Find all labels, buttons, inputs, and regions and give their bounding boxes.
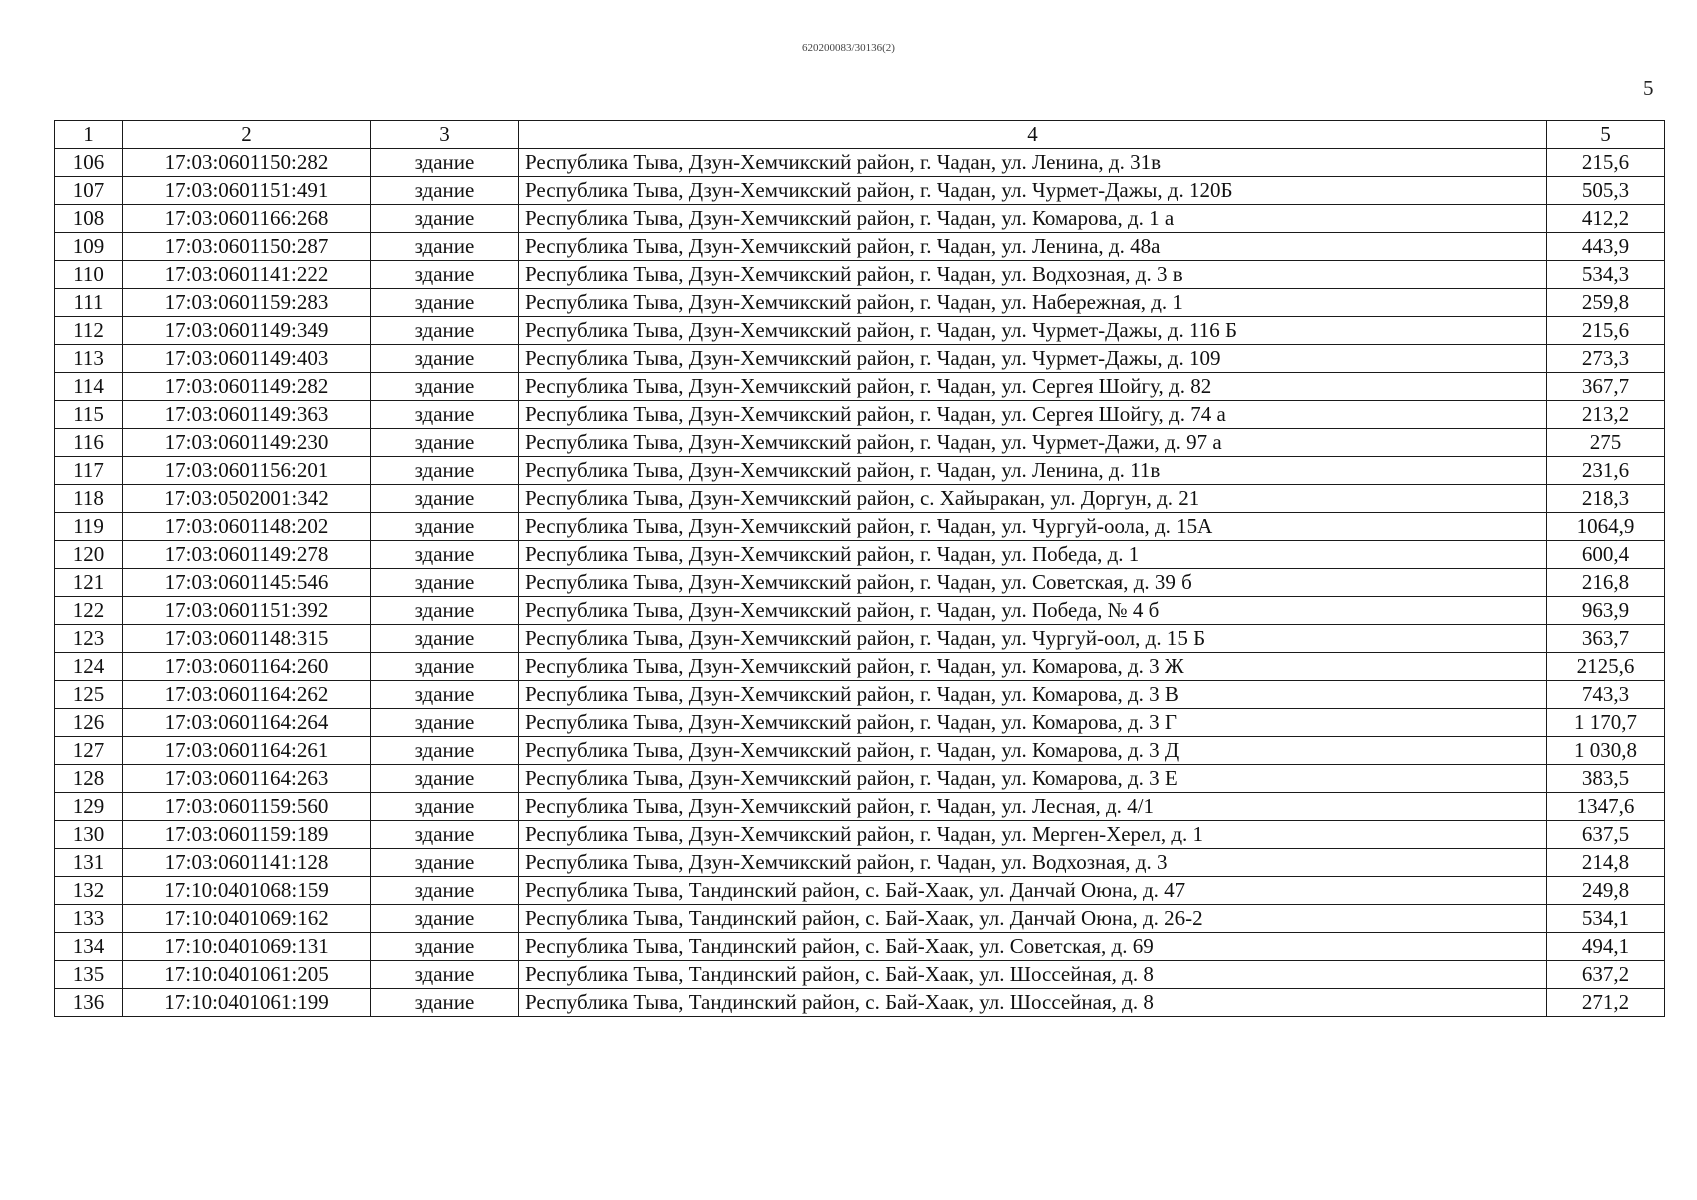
object-type-cell: здание: [371, 205, 519, 233]
table-row: [55, 737, 1665, 765]
address-cell: Республика Тыва, Дзун-Хемчикский район, г. Чадан, ул. Чурмет-Дажы, д. 120Б: [519, 177, 1547, 205]
cadastral-number-cell: 17:03:0601164:264: [123, 709, 371, 737]
address-cell: Республика Тыва, Дзун-Хемчикский район, г. Чадан, ул. Ленина, д. 48а: [519, 233, 1547, 261]
row-number-cell: 134: [55, 933, 123, 961]
area-cell: 216,8: [1547, 569, 1665, 597]
object-type-cell: здание: [371, 765, 519, 793]
object-type-cell: здание: [371, 681, 519, 709]
row-number-cell: 115: [55, 401, 123, 429]
address-cell: Республика Тыва, Дзун-Хемчикский район, г. Чадан, ул. Комарова, д. 3 Е: [519, 765, 1547, 793]
table-row: [55, 373, 1665, 401]
object-type-cell: здание: [371, 793, 519, 821]
address-cell: Республика Тыва, Дзун-Хемчикский район, г. Чадан, ул. Победа, д. 1: [519, 541, 1547, 569]
object-type-cell: здание: [371, 317, 519, 345]
address-cell: Республика Тыва, Дзун-Хемчикский район, г. Чадан, ул. Сергея Шойгу, д. 74 а: [519, 401, 1547, 429]
cadastral-number-cell: 17:03:0601150:282: [123, 149, 371, 177]
area-cell: 2125,6: [1547, 653, 1665, 681]
row-number-cell: 133: [55, 905, 123, 933]
column-number-header-row: [55, 121, 1665, 149]
table-row: [55, 261, 1665, 289]
area-cell: 494,1: [1547, 933, 1665, 961]
address-cell: Республика Тыва, Дзун-Хемчикский район, г. Чадан, ул. Чургуй-оола, д. 15А: [519, 513, 1547, 541]
row-number-cell: 108: [55, 205, 123, 233]
area-cell: 505,3: [1547, 177, 1665, 205]
row-number-cell: 107: [55, 177, 123, 205]
address-cell: Республика Тыва, Дзун-Хемчикский район, г. Чадан, ул. Лесная, д. 4/1: [519, 793, 1547, 821]
row-number-cell: 117: [55, 457, 123, 485]
area-cell: 259,8: [1547, 289, 1665, 317]
address-cell: Республика Тыва, Дзун-Хемчикский район, г. Чадан, ул. Сергея Шойгу, д. 82: [519, 373, 1547, 401]
table-row: [55, 681, 1665, 709]
address-cell: Республика Тыва, Дзун-Хемчикский район, г. Чадан, ул. Водхозная, д. 3: [519, 849, 1547, 877]
object-type-cell: здание: [371, 513, 519, 541]
area-cell: 600,4: [1547, 541, 1665, 569]
area-cell: 412,2: [1547, 205, 1665, 233]
object-type-cell: здание: [371, 625, 519, 653]
area-cell: 1 030,8: [1547, 737, 1665, 765]
table-row: [55, 149, 1665, 177]
row-number-cell: 112: [55, 317, 123, 345]
address-cell: Республика Тыва, Дзун-Хемчикский район, г. Чадан, ул. Мерген-Херел, д. 1: [519, 821, 1547, 849]
area-cell: 1 170,7: [1547, 709, 1665, 737]
cadastral-number-cell: 17:10:0401061:199: [123, 989, 371, 1017]
object-type-cell: здание: [371, 569, 519, 597]
row-number-cell: 128: [55, 765, 123, 793]
cadastral-number-cell: 17:10:0401061:205: [123, 961, 371, 989]
table-row: [55, 457, 1665, 485]
cadastral-number-cell: 17:03:0601149:403: [123, 345, 371, 373]
table-row: [55, 597, 1665, 625]
table-row: [55, 569, 1665, 597]
cadastral-number-cell: 17:03:0601149:363: [123, 401, 371, 429]
table-row: [55, 933, 1665, 961]
object-type-cell: здание: [371, 485, 519, 513]
object-type-cell: здание: [371, 429, 519, 457]
object-type-cell: здание: [371, 541, 519, 569]
cadastral-number-cell: 17:03:0601164:263: [123, 765, 371, 793]
row-number-cell: 122: [55, 597, 123, 625]
row-number-cell: 114: [55, 373, 123, 401]
table-row: [55, 989, 1665, 1017]
area-cell: 273,3: [1547, 345, 1665, 373]
cadastral-number-cell: 17:10:0401068:159: [123, 877, 371, 905]
address-cell: Республика Тыва, Дзун-Хемчикский район, г. Чадан, ул. Ленина, д. 11в: [519, 457, 1547, 485]
area-cell: 271,2: [1547, 989, 1665, 1017]
address-cell: Республика Тыва, Дзун-Хемчикский район, г. Чадан, ул. Набережная, д. 1: [519, 289, 1547, 317]
table-row: [55, 821, 1665, 849]
cadastral-number-cell: 17:03:0601149:230: [123, 429, 371, 457]
table-row: [55, 765, 1665, 793]
table-row: [55, 289, 1665, 317]
area-cell: 534,1: [1547, 905, 1665, 933]
area-cell: 231,6: [1547, 457, 1665, 485]
address-cell: Республика Тыва, Дзун-Хемчикский район, г. Чадан, ул. Чургуй-оол, д. 15 Б: [519, 625, 1547, 653]
table-row: [55, 625, 1665, 653]
address-cell: Республика Тыва, Дзун-Хемчикский район, г. Чадан, ул. Комарова, д. 1 а: [519, 205, 1547, 233]
object-type-cell: здание: [371, 737, 519, 765]
table-row: [55, 877, 1665, 905]
cadastral-number-cell: 17:10:0401069:131: [123, 933, 371, 961]
row-number-cell: 125: [55, 681, 123, 709]
register-table-body: [55, 121, 1665, 1017]
table-row: [55, 541, 1665, 569]
table-row: [55, 709, 1665, 737]
cadastral-number-cell: 17:03:0601151:392: [123, 597, 371, 625]
object-type-cell: здание: [371, 233, 519, 261]
address-cell: Республика Тыва, Дзун-Хемчикский район, г. Чадан, ул. Комарова, д. 3 Ж: [519, 653, 1547, 681]
cadastral-number-cell: 17:03:0502001:342: [123, 485, 371, 513]
area-cell: 275: [1547, 429, 1665, 457]
area-cell: 1347,6: [1547, 793, 1665, 821]
row-number-cell: 113: [55, 345, 123, 373]
object-type-cell: здание: [371, 989, 519, 1017]
area-cell: 534,3: [1547, 261, 1665, 289]
address-cell: Республика Тыва, Тандинский район, с. Бай-Хаак, ул. Данчай Оюна, д. 26-2: [519, 905, 1547, 933]
address-cell: Республика Тыва, Дзун-Хемчикский район, г. Чадан, ул. Победа, № 4 б: [519, 597, 1547, 625]
cadastral-number-cell: 17:03:0601141:128: [123, 849, 371, 877]
cadastral-number-cell: 17:03:0601149:278: [123, 541, 371, 569]
table-row: [55, 793, 1665, 821]
address-cell: Республика Тыва, Дзун-Хемчикский район, г. Чадан, ул. Чурмет-Дажи, д. 97 а: [519, 429, 1547, 457]
area-cell: 383,5: [1547, 765, 1665, 793]
object-type-cell: здание: [371, 261, 519, 289]
object-type-cell: здание: [371, 177, 519, 205]
object-type-cell: здание: [371, 401, 519, 429]
area-cell: 743,3: [1547, 681, 1665, 709]
column-header: 3: [371, 121, 519, 149]
cadastral-number-cell: 17:03:0601164:262: [123, 681, 371, 709]
page-number: 5: [1643, 76, 1654, 100]
cadastral-number-cell: 17:03:0601151:491: [123, 177, 371, 205]
address-cell: Республика Тыва, Тандинский район, с. Бай-Хаак, ул. Шоссейная, д. 8: [519, 961, 1547, 989]
column-header: 5: [1547, 121, 1665, 149]
row-number-cell: 110: [55, 261, 123, 289]
table-row: [55, 485, 1665, 513]
object-type-cell: здание: [371, 289, 519, 317]
row-number-cell: 121: [55, 569, 123, 597]
cadastral-number-cell: 17:03:0601149:349: [123, 317, 371, 345]
object-type-cell: здание: [371, 709, 519, 737]
row-number-cell: 123: [55, 625, 123, 653]
address-cell: Республика Тыва, Тандинский район, с. Бай-Хаак, ул. Советская, д. 69: [519, 933, 1547, 961]
object-type-cell: здание: [371, 373, 519, 401]
row-number-cell: 106: [55, 149, 123, 177]
cadastral-number-cell: 17:03:0601150:287: [123, 233, 371, 261]
row-number-cell: 118: [55, 485, 123, 513]
row-number-cell: 109: [55, 233, 123, 261]
object-type-cell: здание: [371, 849, 519, 877]
area-cell: 367,7: [1547, 373, 1665, 401]
object-type-cell: здание: [371, 345, 519, 373]
cadastral-number-cell: 17:03:0601159:560: [123, 793, 371, 821]
cadastral-number-cell: 17:03:0601159:189: [123, 821, 371, 849]
table-row: [55, 849, 1665, 877]
object-type-cell: здание: [371, 597, 519, 625]
table-row: [55, 205, 1665, 233]
row-number-cell: 135: [55, 961, 123, 989]
area-cell: 637,5: [1547, 821, 1665, 849]
table-row: [55, 653, 1665, 681]
row-number-cell: 130: [55, 821, 123, 849]
document-number: 620200083/30136(2): [802, 42, 895, 54]
table-row: [55, 905, 1665, 933]
cadastral-number-cell: 17:03:0601156:201: [123, 457, 371, 485]
address-cell: Республика Тыва, Дзун-Хемчикский район, г. Чадан, ул. Советская, д. 39 б: [519, 569, 1547, 597]
area-cell: 363,7: [1547, 625, 1665, 653]
cadastral-number-cell: 17:03:0601164:261: [123, 737, 371, 765]
cadastral-number-cell: 17:03:0601164:260: [123, 653, 371, 681]
table-row: [55, 401, 1665, 429]
cadastral-number-cell: 17:03:0601159:283: [123, 289, 371, 317]
address-cell: Республика Тыва, Дзун-Хемчикский район, г. Чадан, ул. Комарова, д. 3 Г: [519, 709, 1547, 737]
object-type-cell: здание: [371, 149, 519, 177]
row-number-cell: 116: [55, 429, 123, 457]
table-row: [55, 429, 1665, 457]
area-cell: 214,8: [1547, 849, 1665, 877]
table-row: [55, 177, 1665, 205]
row-number-cell: 126: [55, 709, 123, 737]
row-number-cell: 129: [55, 793, 123, 821]
area-cell: 249,8: [1547, 877, 1665, 905]
column-header: 1: [55, 121, 123, 149]
address-cell: Республика Тыва, Тандинский район, с. Бай-Хаак, ул. Данчай Оюна, д. 47: [519, 877, 1547, 905]
row-number-cell: 127: [55, 737, 123, 765]
cadastral-number-cell: 17:10:0401069:162: [123, 905, 371, 933]
object-type-cell: здание: [371, 905, 519, 933]
object-type-cell: здание: [371, 821, 519, 849]
object-type-cell: здание: [371, 933, 519, 961]
table-row: [55, 961, 1665, 989]
object-type-cell: здание: [371, 653, 519, 681]
table-row: [55, 345, 1665, 373]
area-cell: 963,9: [1547, 597, 1665, 625]
column-header: 4: [519, 121, 1547, 149]
cadastral-number-cell: 17:03:0601141:222: [123, 261, 371, 289]
row-number-cell: 131: [55, 849, 123, 877]
address-cell: Республика Тыва, Дзун-Хемчикский район, г. Чадан, ул. Комарова, д. 3 Д: [519, 737, 1547, 765]
area-cell: 215,6: [1547, 149, 1665, 177]
object-type-cell: здание: [371, 457, 519, 485]
cadastral-number-cell: 17:03:0601145:546: [123, 569, 371, 597]
address-cell: Республика Тыва, Дзун-Хемчикский район, г. Чадан, ул. Чурмет-Дажы, д. 116 Б: [519, 317, 1547, 345]
cadastral-number-cell: 17:03:0601148:202: [123, 513, 371, 541]
property-register-table: [54, 120, 1665, 1017]
row-number-cell: 120: [55, 541, 123, 569]
area-cell: 443,9: [1547, 233, 1665, 261]
table-row: [55, 317, 1665, 345]
row-number-cell: 124: [55, 653, 123, 681]
address-cell: Республика Тыва, Дзун-Хемчикский район, г. Чадан, ул. Ленина, д. 31в: [519, 149, 1547, 177]
table-row: [55, 233, 1665, 261]
address-cell: Республика Тыва, Дзун-Хемчикский район, г. Чадан, ул. Чурмет-Дажы, д. 109: [519, 345, 1547, 373]
row-number-cell: 119: [55, 513, 123, 541]
cadastral-number-cell: 17:03:0601148:315: [123, 625, 371, 653]
row-number-cell: 111: [55, 289, 123, 317]
table-row: [55, 513, 1665, 541]
address-cell: Республика Тыва, Тандинский район, с. Бай-Хаак, ул. Шоссейная, д. 8: [519, 989, 1547, 1017]
address-cell: Республика Тыва, Дзун-Хемчикский район, с. Хайыракан, ул. Доргун, д. 21: [519, 485, 1547, 513]
column-header: 2: [123, 121, 371, 149]
area-cell: 218,3: [1547, 485, 1665, 513]
cadastral-number-cell: 17:03:0601149:282: [123, 373, 371, 401]
object-type-cell: здание: [371, 877, 519, 905]
row-number-cell: 136: [55, 989, 123, 1017]
address-cell: Республика Тыва, Дзун-Хемчикский район, г. Чадан, ул. Комарова, д. 3 В: [519, 681, 1547, 709]
area-cell: 215,6: [1547, 317, 1665, 345]
area-cell: 1064,9: [1547, 513, 1665, 541]
area-cell: 637,2: [1547, 961, 1665, 989]
row-number-cell: 132: [55, 877, 123, 905]
cadastral-number-cell: 17:03:0601166:268: [123, 205, 371, 233]
object-type-cell: здание: [371, 961, 519, 989]
address-cell: Республика Тыва, Дзун-Хемчикский район, г. Чадан, ул. Водхозная, д. 3 в: [519, 261, 1547, 289]
area-cell: 213,2: [1547, 401, 1665, 429]
